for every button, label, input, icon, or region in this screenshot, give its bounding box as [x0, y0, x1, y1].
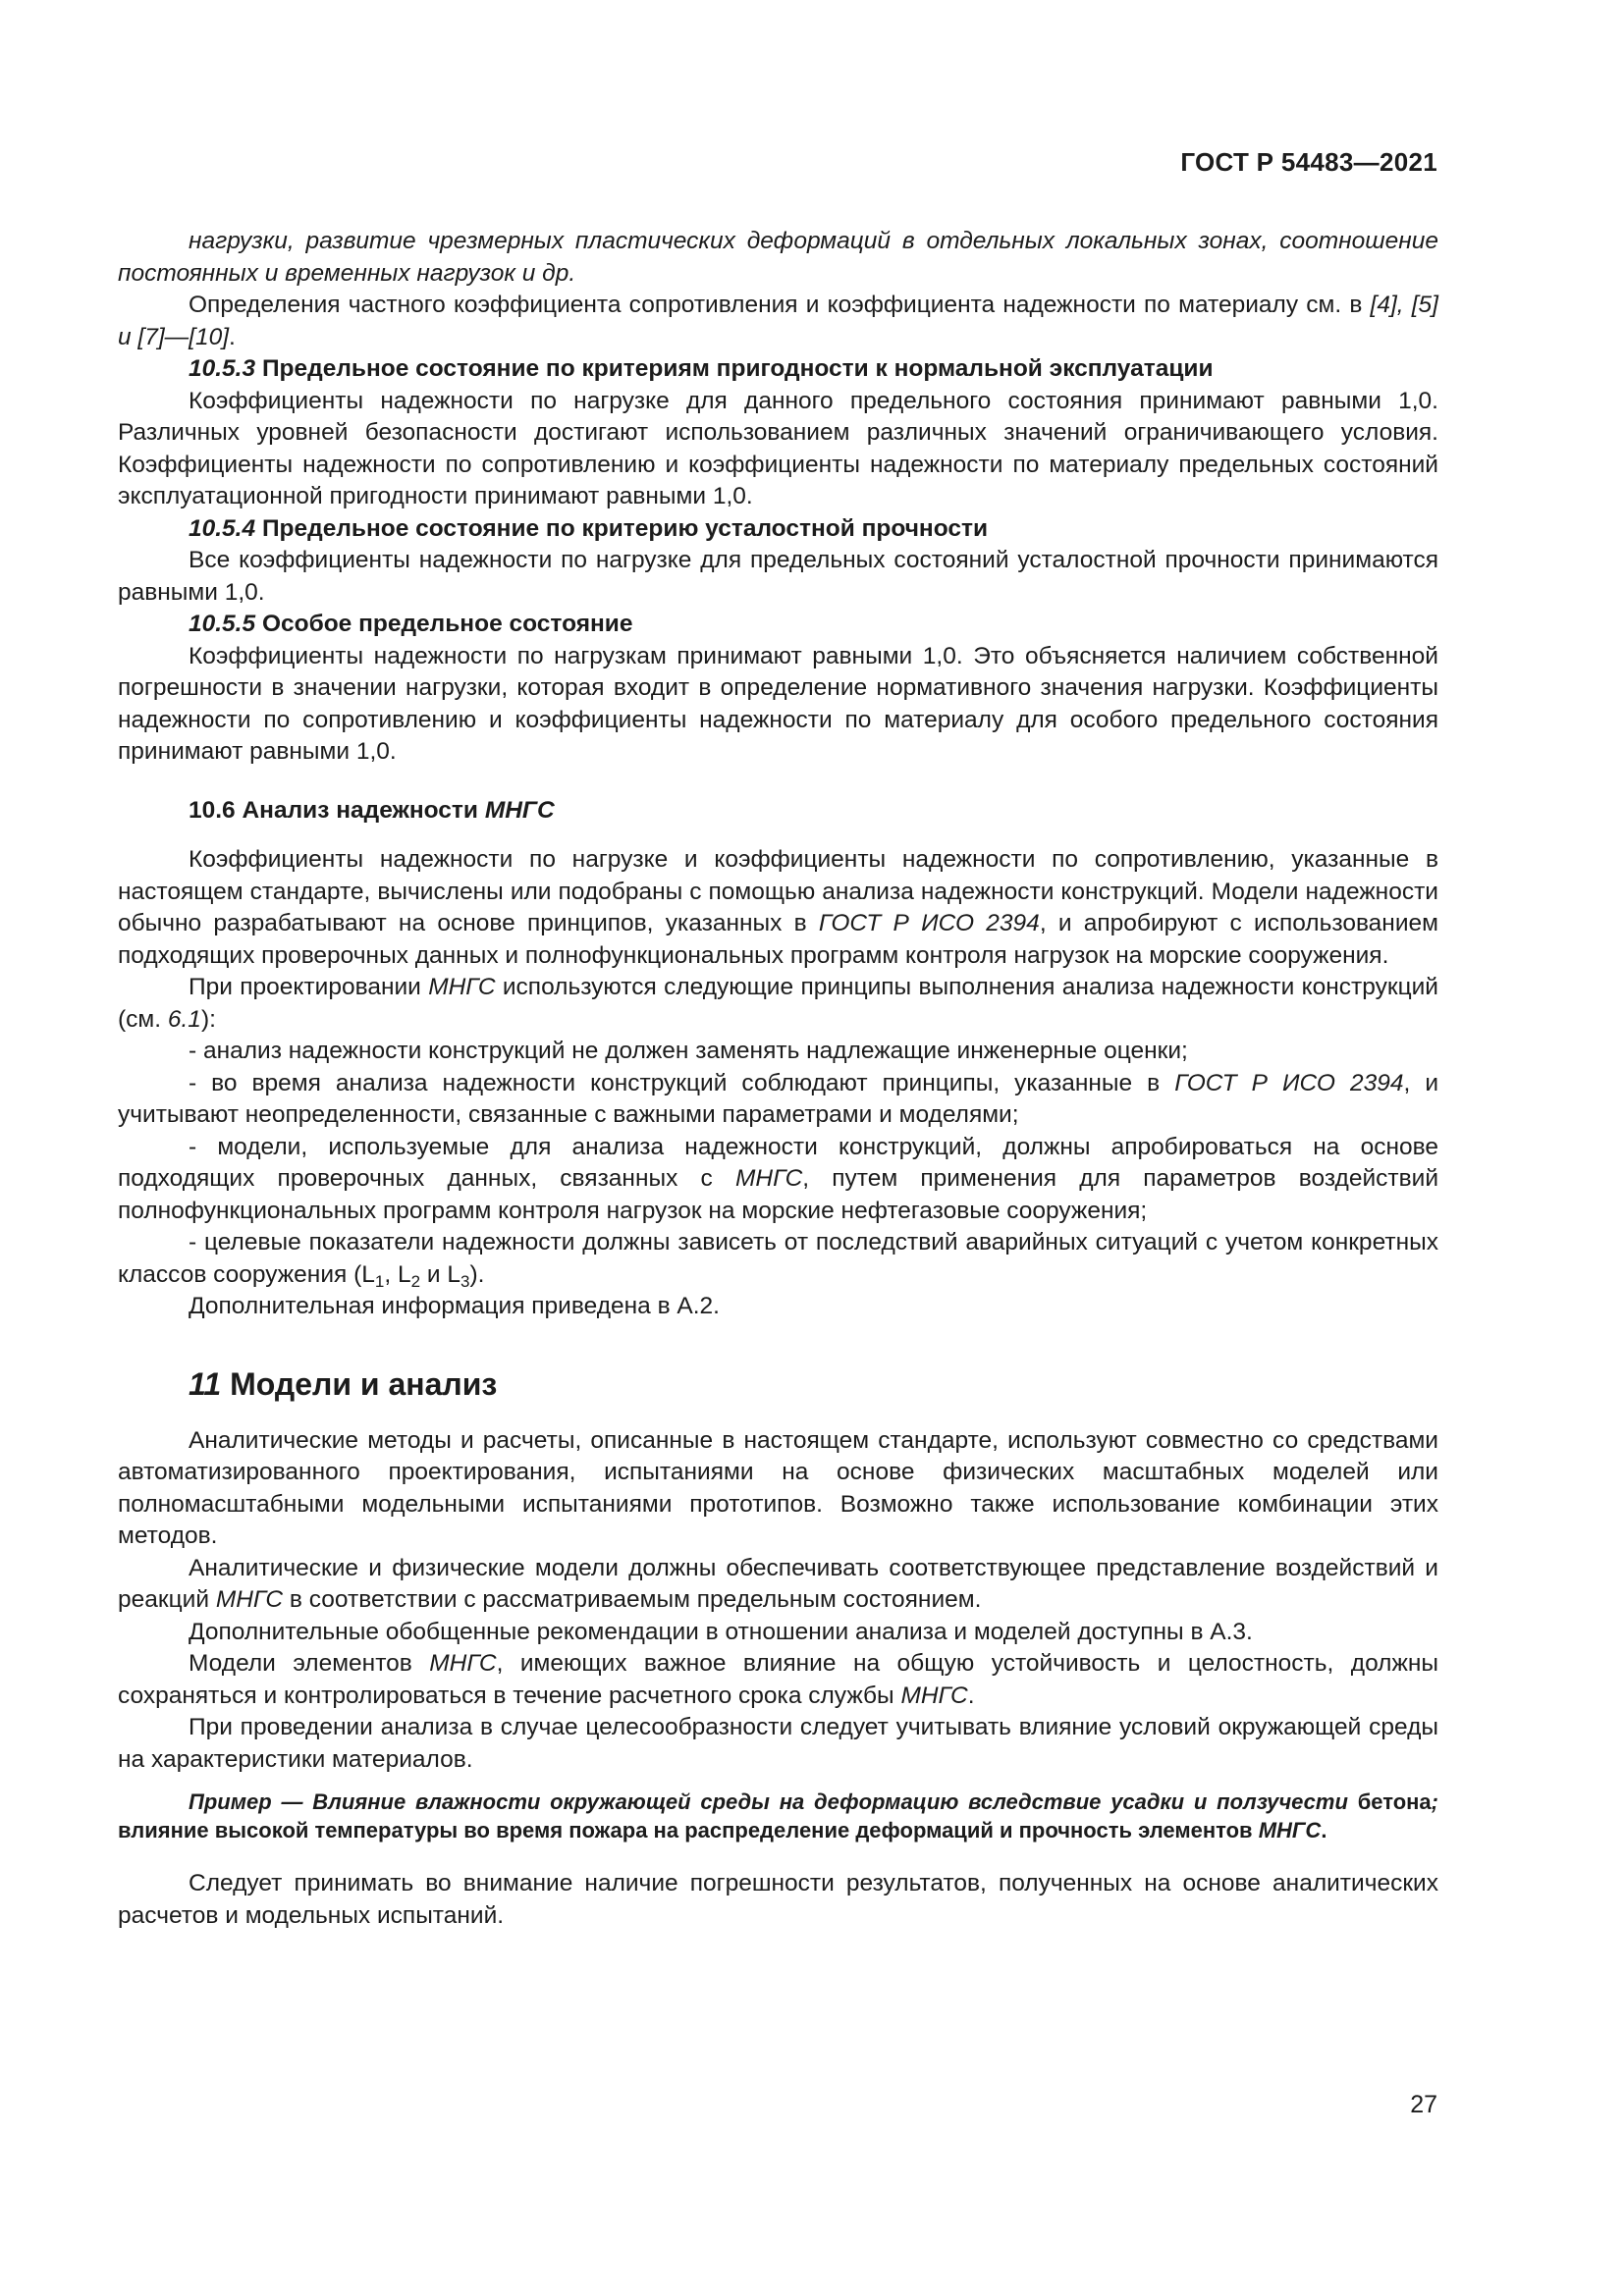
list-item: - целевые показатели надежности должны зависеть от последствий аварийных ситуаций с учетом конкретных классов сооружения ($L_1$, $L_2$ и $L_3$). — [118, 1229, 1438, 1291]
section-11-paragraph-2: Аналитические и физические модели должны обеспечивать соответствующее представление воздействий и реакций МНГС в соответствии с рассматриваемым предельным состоянием. — [118, 1554, 1438, 1613]
section-10-6-paragraph-1: Коэффициенты надежности по нагрузке и коэффициенты надежности по сопротивлению, указанные в настоящем стандарте, вычислены или подобраны с помощью анализа надежности конструкций. Модели надежности обычно разрабатывают на основе принципов, указанных в ГОСТ Р ИСО 2394, и апробируют с использованием подходящих проверочных данных и полнофункциональных программ контроля нагрузок на морские сооружения. — [118, 846, 1438, 969]
section-10-6-paragraph-3: Дополнительная информация приведена в А.2. — [189, 1293, 720, 1319]
section-11-paragraph-1: Аналитические методы и расчеты, описанные в настоящем стандарте, используют совместно со средствами автоматизированного проектирования, испытаниями на основе физических масштабных моделей или полномасштабными модельными испытаниями прототипов. Возможно также использование комбинации этих методов. — [118, 1426, 1438, 1549]
list-item: - анализ надежности конструкций не должен заменять надлежащие инженерные оценки; — [189, 1038, 1188, 1064]
section-10-5-4-heading: 10.5.4 Предельное состояние по критерию усталостной прочности — [189, 514, 989, 542]
section-10-5-5-text: Коэффициенты надежности по нагрузкам принимают равными 1,0. Это объясняется наличием собственной погрешности в значении нагрузки, которая входит в определение нормативного значения нагрузки. Коэффициенты надежности по сопротивлению и коэффициенты надежности по материалу для особого предельного состояния принимают равными 1,0. — [118, 642, 1438, 765]
page-number: 27 — [1410, 2091, 1437, 2118]
section-10-6-heading: 10.6 Анализ надежности МНГС — [189, 796, 555, 824]
list-item: - модели, используемые для анализа надежности конструкций, должны апробироваться на основе подходящих проверочных данных, связанных с МНГС, путем применения для параметров воздействий полнофункциональных программ контроля нагрузок на морские нефтегазовые сооружения; — [118, 1133, 1439, 1224]
section-10-5-3-text: Коэффициенты надежности по нагрузке для данного предельного состояния принимают равными 1,0. Различных уровней безопасности достигают использованием различных значений ограничивающего условия. Коэффициенты надежности по сопротивлению и коэффициенты надежности по материалу предельных состояний эксплуатационной пригодности принимают равными 1,0. — [118, 387, 1438, 509]
document-id: ГОСТ Р 54483—2021 — [1180, 147, 1437, 177]
reference-list: [4], [5] и [7]—[10] — [118, 292, 1438, 350]
section-11-paragraph-5: При проведении анализа в случае целесообразности следует учитывать влияние условий окружающей среды на характеристики материалов. — [118, 1714, 1438, 1773]
page-content — [118, 226, 1438, 1932]
section-11-heading: 11 Модели и анализ — [189, 1365, 498, 1402]
section-11-paragraph-4: Модели элементов МНГС, имеющих важное влияние на общую устойчивость и целостность, должны сохраняться и контролироваться в течение расчетного срока службы МНГС. — [118, 1650, 1438, 1709]
section-10-5-5-heading: 10.5.5 Особое предельное состояние — [189, 611, 633, 637]
section-11-paragraph-6: Следует принимать во внимание наличие погрешности результатов, полученных на основе аналитических расчетов и модельных испытаний. — [118, 1870, 1438, 1929]
section-11-paragraph-3: Дополнительные обобщенные рекомендации в отношении анализа и моделей доступны в А.3. — [189, 1618, 1253, 1645]
example-note: Пример — Влияние влажности окружающей среды на деформацию вследствие усадки и ползучести бетона; влияние высокой температуры во время пожара на распределение деформаций и прочность элементов МНГС. — [118, 1789, 1438, 1842]
section-10-5-3-heading: 10.5.3 Предельное состояние по критериям пригодности к нормальной эксплуатации — [189, 355, 1214, 382]
section-10-5-4-text: Все коэффициенты надежности по нагрузке для предельных состояний усталостной прочности принимаются равными 1,0. — [118, 547, 1438, 606]
list-item: - во время анализа надежности конструкций соблюдают принципы, указанные в ГОСТ Р ИСО 2394, и учитывают неопределенности, связанные с важными параметрами и моделями; — [118, 1069, 1439, 1128]
paragraph-definitions: Определения частного коэффициента сопротивления и коэффициента надежности по материалу см. в [4], [5] и [7]—[10]. — [118, 292, 1438, 350]
paragraph-continuation: нагрузки, развитие чрезмерных пластических деформаций в отдельных локальных зонах, соотношение постоянных и временных нагрузок и др. — [118, 228, 1438, 287]
section-10-6-paragraph-2: При проектировании МНГС используются следующие принципы выполнения анализа надежности конструкций (см. 6.1): — [118, 974, 1438, 1033]
